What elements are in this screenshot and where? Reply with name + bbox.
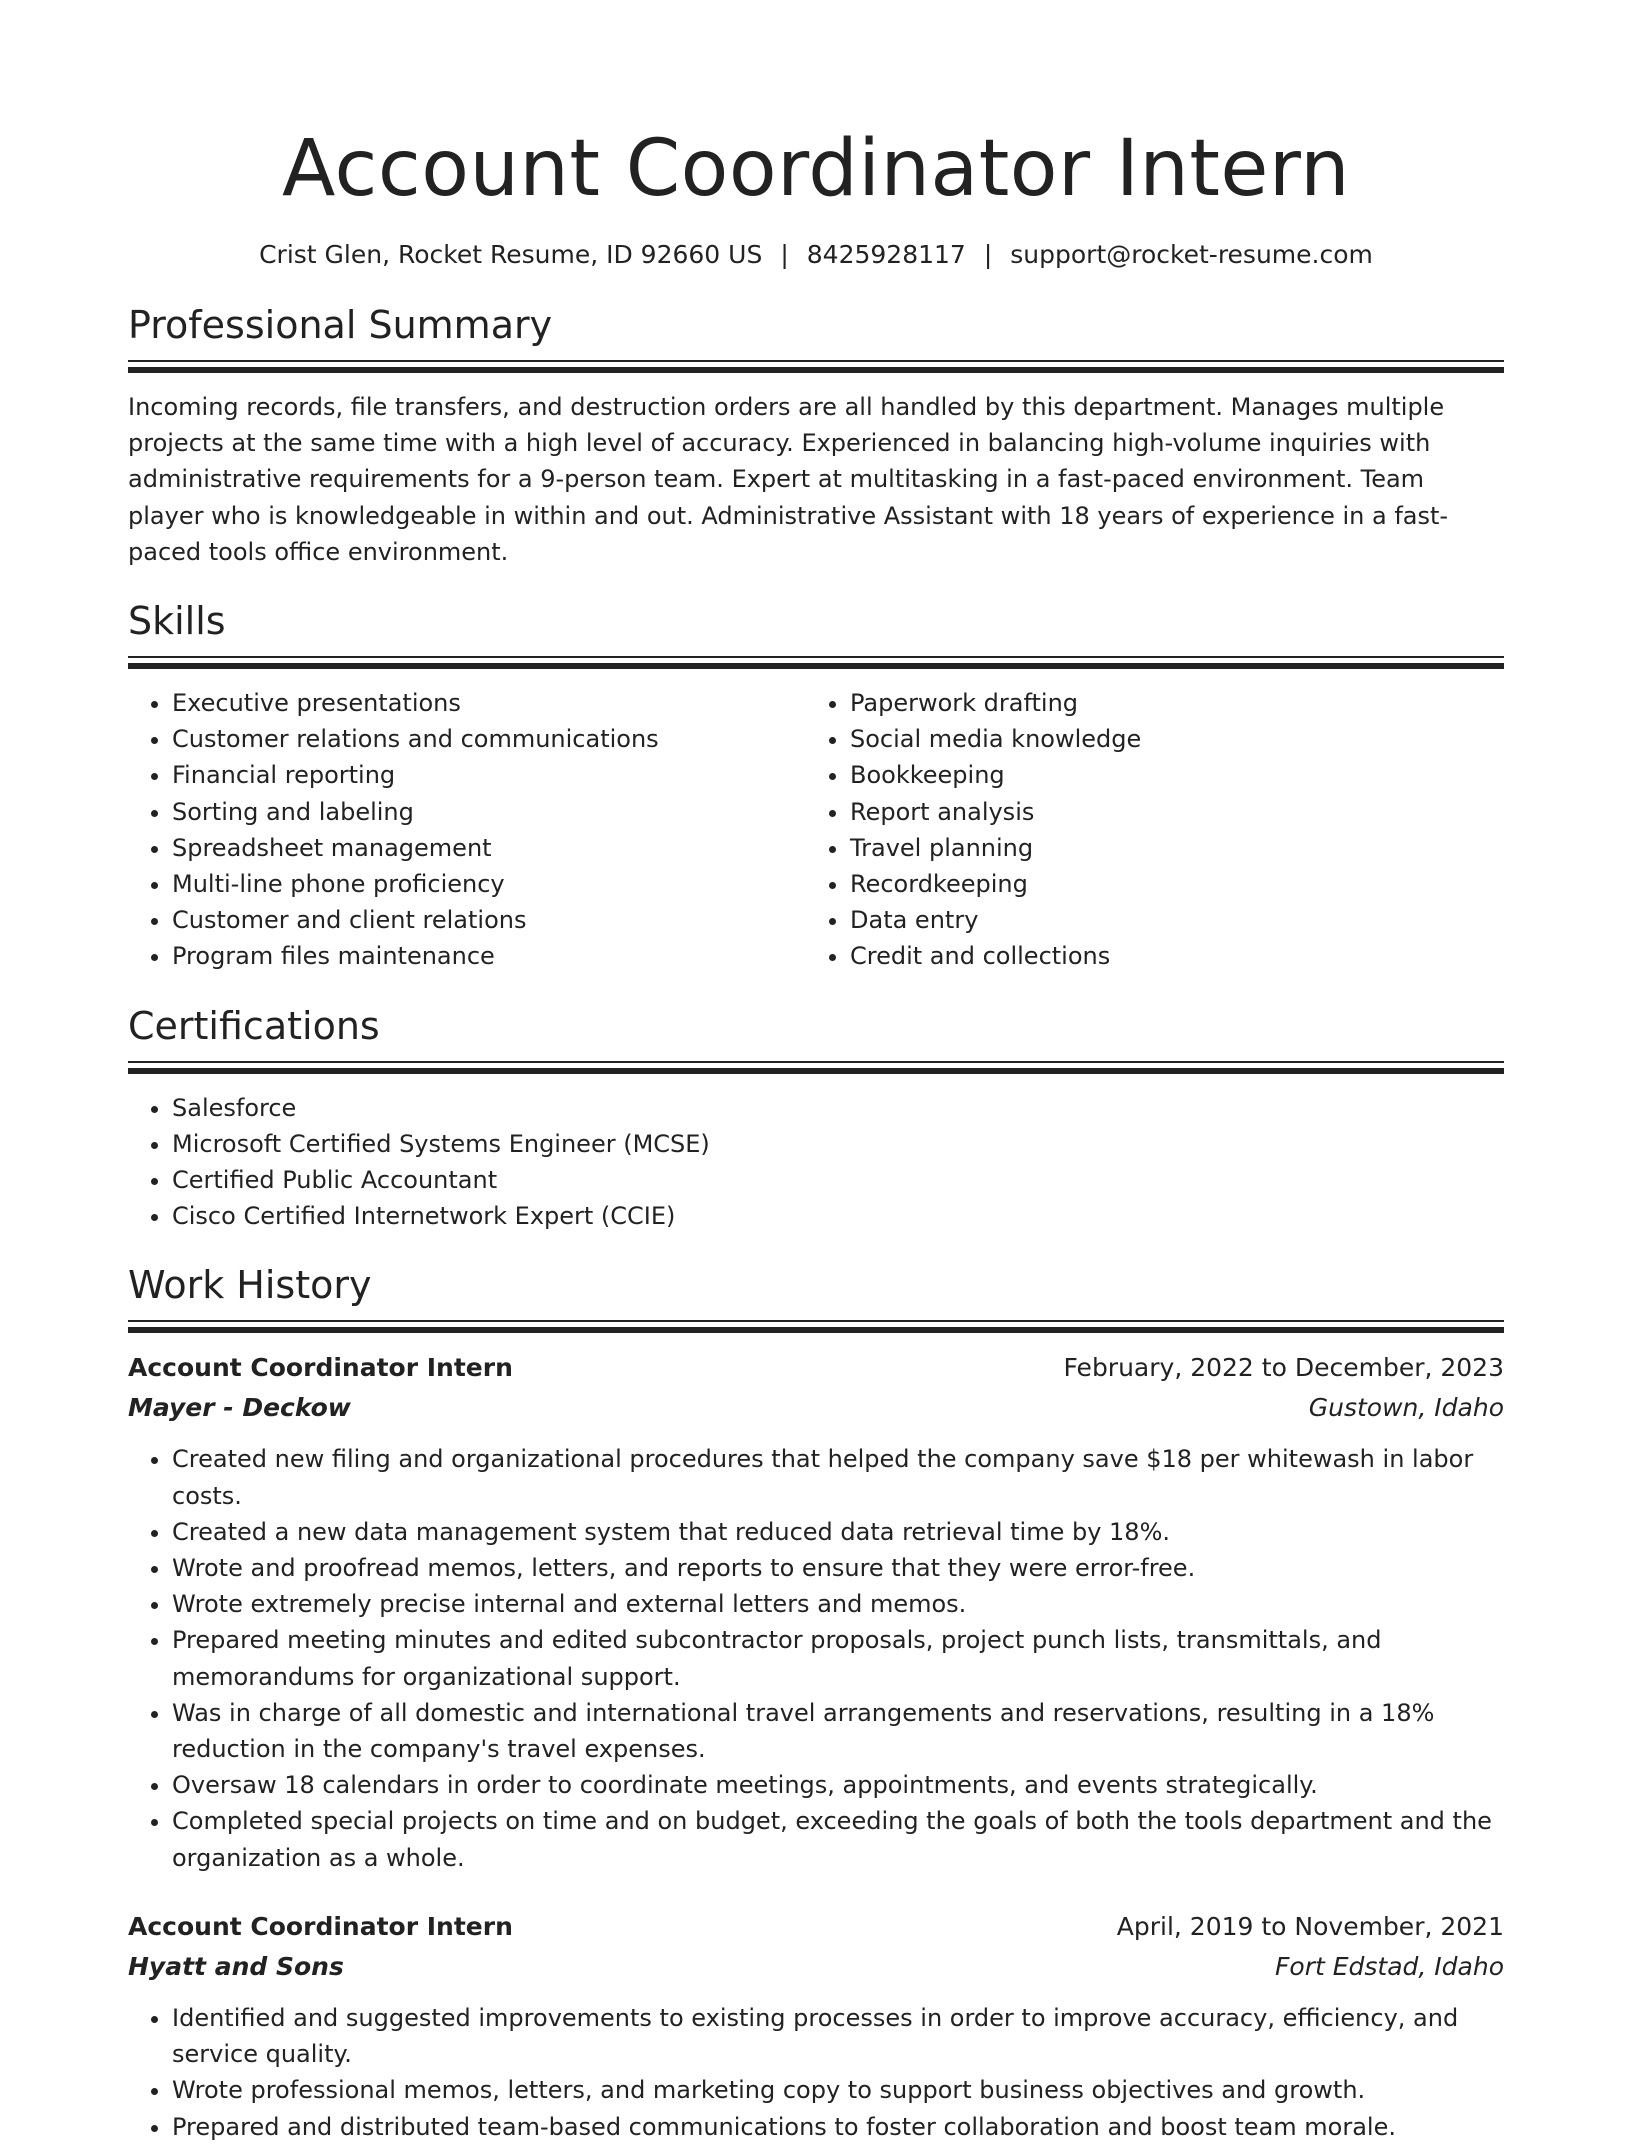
job-entry [128,1908,1504,2145]
job-title: Account Coordinator Intern [128,1353,513,1383]
job-title: Account Coordinator Intern [128,1911,513,1941]
contact-address: Crist Glen, Rocket Resume, ID 92660 US [259,240,763,269]
section-divider [128,360,1504,373]
certifications-section [128,1001,1504,1235]
contact-line [128,238,1504,272]
job-company-row [128,1946,1504,1988]
skills-columns [128,685,1504,975]
certifications-heading: Certifications [128,1003,380,1048]
job-bullet: • Created a new data management system that reduced data retrieval time by 18%. [172,1514,1504,1550]
job-bullet: • Wrote extremely precise internal and external letters and memos. [172,1586,1504,1622]
summary-text: Incoming records, file transfers, and destruction orders are all handled by this department. Manages multiple projects at the same time with a high level of accuracy. Experienced in balancing high-volume inquiries with administrative requirements for a 9-person team. Expert at multitasking in a fast-paced environment. Team player who is knowledgeable in within and out. Administrative Assistant with 18 years of experience in a fast-paced tools office environment. [128,393,1449,566]
job-bullet: • Prepared meeting minutes and edited subcontractor proposals, project punch lists, transmittals, and memorandums for organizational support. [172,1622,1504,1694]
section-divider [128,1320,1504,1333]
work-history-section [128,1260,1504,2144]
skill-item: • Credit and collections [850,938,1484,974]
contact-separator: | [780,240,789,269]
skills-column-left [128,685,806,975]
skill-item: • Multi-line phone proficiency [172,866,806,902]
summary-section [128,300,1504,570]
skill-item: • Social media knowledge [850,721,1484,757]
contact-separator: | [983,240,993,269]
section-divider [128,656,1504,669]
skills-heading: Skills [128,599,226,644]
skill-item: • Report analysis [850,794,1484,830]
contact-phone: 8425928117 [806,240,966,269]
resume-page [128,0,1504,2145]
job-bullet: • Created new filing and organizational procedures that helped the company save $18 per whitewash in labor costs. [172,1441,1504,1513]
contact-email: support@rocket-resume.com [1010,240,1373,269]
skill-item: • Financial reporting [172,757,806,793]
certification-item: • Salesforce [172,1090,1504,1126]
skill-item: • Customer and client relations [172,902,806,938]
job-location: Fort Edstad, Idaho [1275,1951,1504,1981]
skill-item: • Sorting and labeling [172,794,806,830]
job-bullet: • Wrote professional memos, letters, and marketing copy to support business objectives and growth. [172,2072,1504,2108]
job-company-row [128,1387,1504,1429]
skill-item: • Customer relations and communications [172,721,806,757]
job-entry [128,1349,1504,1875]
skill-item: • Data entry [850,902,1484,938]
summary-heading: Professional Summary [128,303,553,347]
skill-item: • Recordkeeping [850,866,1484,902]
certification-item: • Certified Public Accountant [172,1162,1504,1198]
job-bullet: • Completed special projects on time and on budget, exceeding the goals of both the tools department and the organization as a whole. [172,1803,1504,1875]
skill-item: • Paperwork drafting [850,685,1484,721]
skills-section [128,596,1504,975]
job-header-row [128,1349,1504,1387]
certifications-list [128,1090,1504,1235]
certification-item: • Microsoft Certified Systems Engineer (MCSE) [172,1126,1504,1162]
section-divider [128,1061,1504,1074]
job-header-row [128,1908,1504,1946]
job-dates: April, 2019 to November, 2021 [1116,1911,1504,1941]
skill-item: • Program files maintenance [172,938,806,974]
job-company: Mayer - Deckow [128,1393,351,1423]
skill-item: • Executive presentations [172,685,806,721]
job-bullet: • Prepared and distributed team-based communications to foster collaboration and boost team morale. [172,2109,1504,2145]
certification-item: • Cisco Certified Internetwork Expert (CCIE) [172,1198,1504,1234]
work-history-heading: Work History [128,1263,372,1308]
job-bullet: • Identified and suggested improvements to existing processes in order to improve accuracy, efficiency, and service quality. [172,2000,1504,2072]
skill-item: • Spreadsheet management [172,830,806,866]
skills-column-right [806,685,1484,975]
job-bullets [128,2000,1504,2145]
job-bullets [128,1441,1504,1875]
job-bullet: • Was in charge of all domestic and international travel arrangements and reservations, resulting in a 18% reduction in the company's travel expenses. [172,1695,1504,1767]
job-dates: February, 2022 to December, 2023 [1063,1353,1504,1383]
skill-item: • Bookkeeping [850,757,1484,793]
candidate-name: Account Coordinator Intern [281,124,1351,214]
skill-item: • Travel planning [850,830,1484,866]
job-bullet: • Oversaw 18 calendars in order to coordinate meetings, appointments, and events strategically. [172,1767,1504,1803]
job-company: Hyatt and Sons [128,1951,344,1981]
job-bullet: • Wrote and proofread memos, letters, and reports to ensure that they were error-free. [172,1550,1504,1586]
job-location: Gustown, Idaho [1308,1393,1504,1423]
